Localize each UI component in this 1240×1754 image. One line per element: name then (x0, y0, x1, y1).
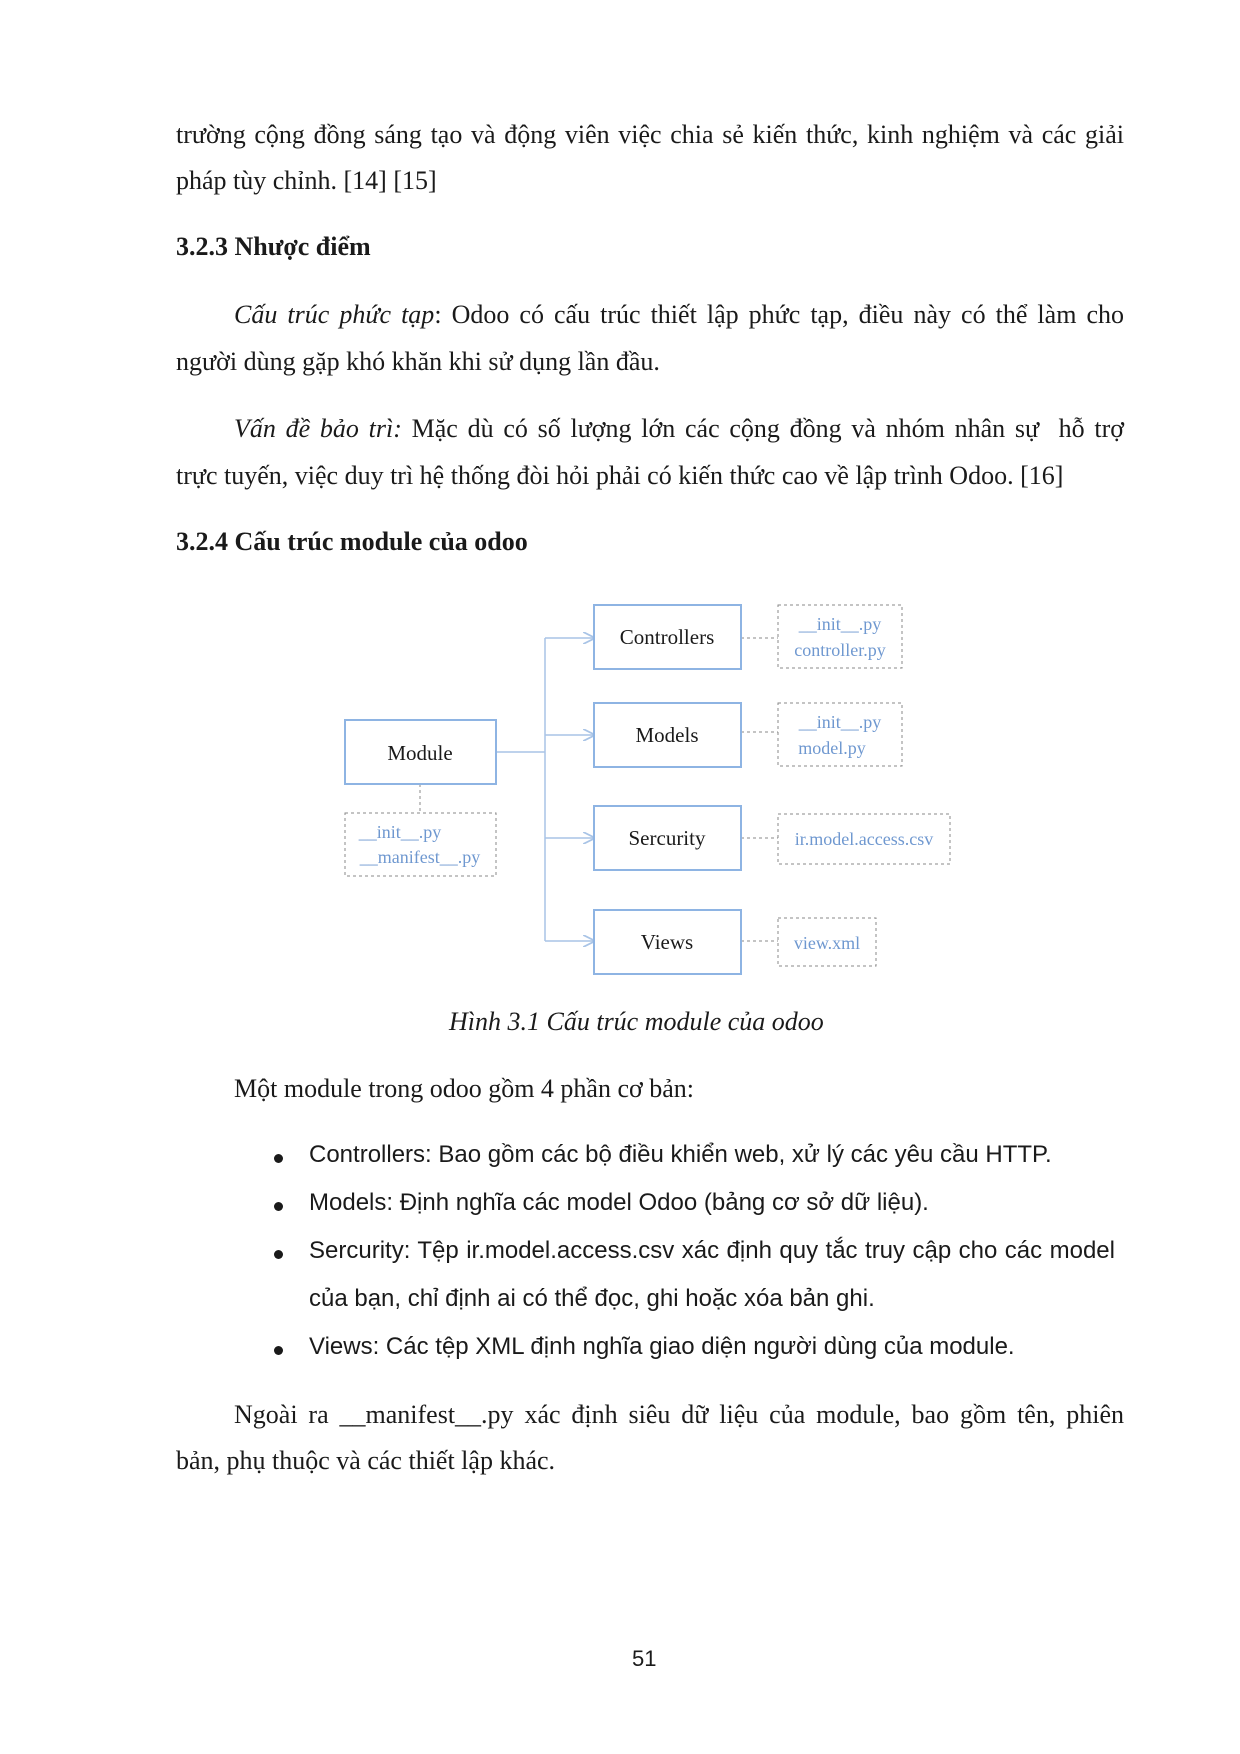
intro-line-2: pháp tùy chỉnh. [14] [15] (176, 166, 437, 195)
term-maintenance: Vấn đề bảo trì: (234, 414, 402, 443)
diagram-connectors (496, 638, 594, 941)
views-box-label: Views (640, 930, 694, 954)
para-complex-structure-line-2: người dùng gặp khó khăn khi sử dụng lần đầu. (176, 347, 660, 376)
section-heading-nhuoc-diem: 3.2.3 Nhược điểm (176, 232, 371, 261)
para-complex-structure-text: : Odoo có cấu trúc thiết lập phức tạp, điều này có thể làm cho (434, 300, 1125, 329)
bullet-controllers: Controllers: Bao gồm các bộ điều khiển web, xử lý các yêu cầu HTTP. (309, 1141, 1052, 1168)
intro-line-1: trường cộng đồng sáng tạo và động viên việc chia sẻ kiến thức, kinh nghiệm và các giải (176, 120, 1124, 149)
term-complex-structure: Cấu trúc phức tạp (234, 300, 435, 329)
controllers-box-label: Controllers (619, 625, 715, 649)
models-box-label: Models (635, 723, 699, 747)
models-file-model: model.py (798, 738, 866, 758)
bullet-dot (274, 1154, 283, 1163)
bullet-views: Views: Các tệp XML định nghĩa giao diện người dùng của module. (309, 1333, 1015, 1360)
controllers-file-init: __init__.py (798, 614, 882, 634)
page-number: 51 (632, 1646, 657, 1671)
bullet-dot (274, 1250, 283, 1259)
summary-intro: Một module trong odoo gồm 4 phần cơ bản: (234, 1074, 695, 1103)
views-file-xml: view.xml (793, 933, 861, 953)
bullet-dot (274, 1346, 283, 1355)
para-maintenance-line-2: trực tuyến, việc duy trì hệ thống đòi hỏi phải có kiến thức cao về lập trình Odoo. [16] (176, 461, 1064, 490)
controllers-file-controller: controller.py (794, 640, 886, 660)
models-file-init: __init__.py (798, 712, 882, 732)
para-maintenance-text: Mặc dù có số lượng lớn các cộng đồng và nhóm nhân sự hỗ trợ (401, 414, 1124, 443)
figure-caption: Hình 3.1 Cấu trúc module của odoo (449, 1007, 824, 1036)
bullet-models: Models: Định nghĩa các model Odoo (bảng cơ sở dữ liệu). (309, 1189, 929, 1216)
module-box-label: Module (387, 741, 453, 765)
closing-line-1: Ngoài ra __manifest__.py xác định siêu dữ liệu của module, bao gồm tên, phiên (234, 1400, 1124, 1429)
security-file-access: ir.model.access.csv (794, 829, 934, 849)
module-file-manifest: __manifest__.py (359, 847, 481, 867)
diagram-file-links (420, 638, 778, 941)
bullet-dot (274, 1202, 283, 1211)
closing-line-2: bản, phụ thuộc và các thiết lập khác. (176, 1446, 556, 1475)
bullet-security-line-2: của bạn, chỉ định ai có thể đọc, ghi hoặc xóa bản ghi. (309, 1285, 875, 1312)
security-box-label: Sercurity (628, 826, 706, 850)
bullet-security-line-1: Sercurity: Tệp ir.model.access.csv xác định quy tắc truy cập cho các model (309, 1237, 1115, 1264)
module-file-init: __init__.py (358, 822, 442, 842)
section-heading-module-structure: 3.2.4 Cấu trúc module của odoo (176, 527, 528, 556)
